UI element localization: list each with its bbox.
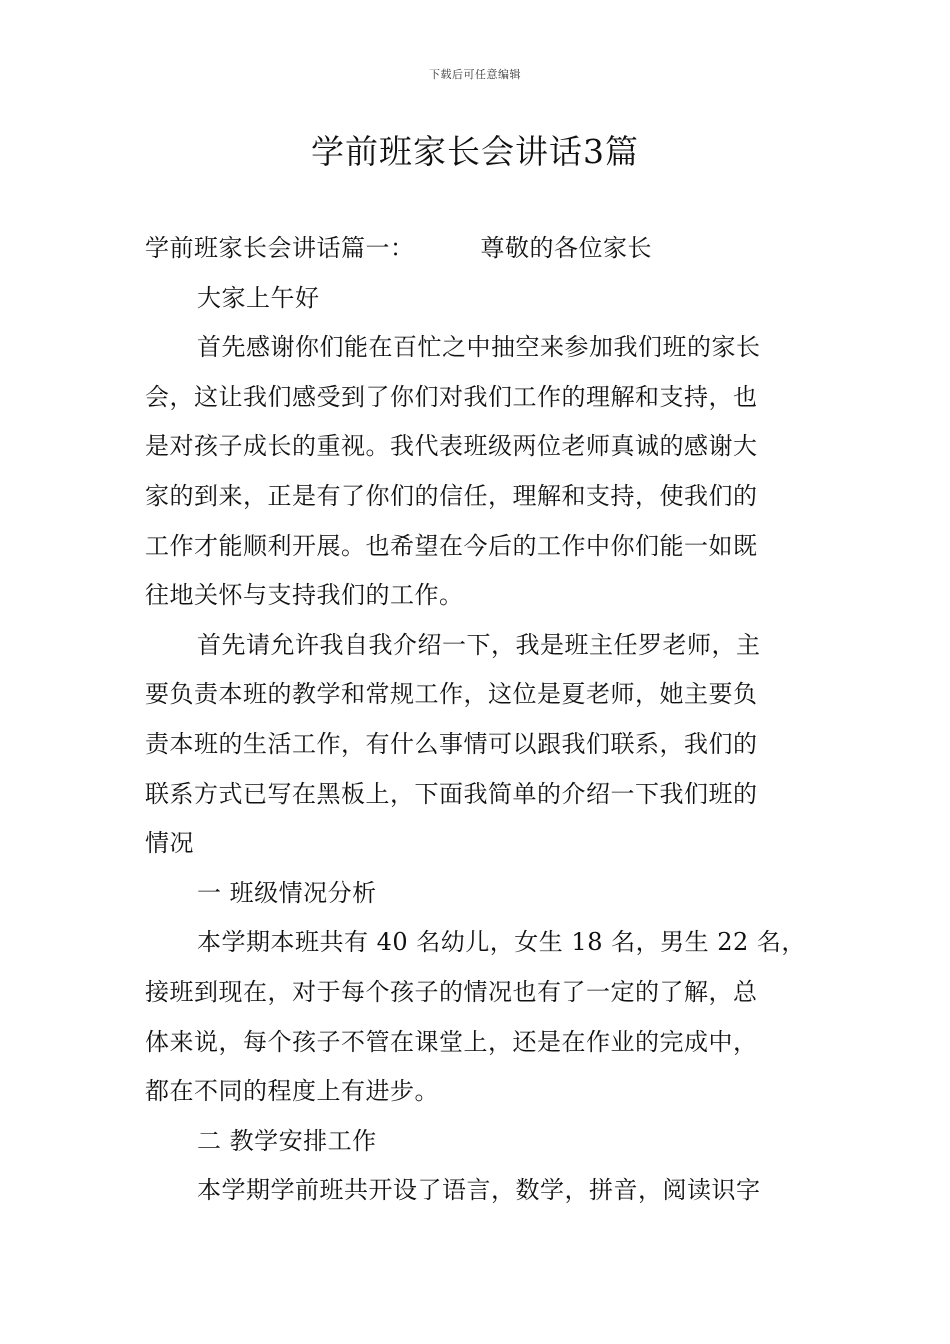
paragraph-line: 情况	[145, 829, 194, 858]
header-note: 下载后可任意编辑	[429, 68, 521, 81]
subsection-heading: 二 教学安排工作	[197, 1126, 377, 1155]
subsection-heading: 一 班级情况分析	[197, 878, 377, 907]
paragraph-line: 体来说，每个孩子不管在课堂上，还是在作业的完成中，	[145, 1027, 758, 1056]
document-title: 学前班家长会讲话3篇	[311, 132, 639, 171]
salutation: 尊敬的各位家长	[480, 234, 652, 262]
paragraph-line: 家的到来，正是有了你们的信任，理解和支持，使我们的	[145, 481, 758, 510]
paragraph-line: 往地关怀与支持我们的工作。	[145, 581, 464, 610]
paragraph-line: 首先感谢你们能在百忙之中抽空来参加我们班的家长	[197, 333, 761, 362]
paragraph-line: 首先请允许我自我介绍一下，我是班主任罗老师，主	[197, 630, 761, 659]
paragraph-line: 工作才能顺利开展。也希望在今后的工作中你们能一如既	[145, 531, 758, 560]
paragraph-line: 接班到现在，对于每个孩子的情况也有了一定的了解，总	[145, 977, 758, 1006]
section-heading	[145, 224, 810, 274]
paragraph-line: 会，这让我们感受到了你们对我们工作的理解和支持，也	[145, 382, 758, 411]
paragraph-line: 都在不同的程度上有进步。	[145, 1077, 439, 1106]
paragraph-line: 要负责本班的教学和常规工作，这位是夏老师，她主要负	[145, 680, 758, 709]
section-heading-label: 学前班家长会讲话篇一：	[145, 234, 415, 262]
paragraph-line: 本学期学前班共开设了语言，数学，拼音，阅读识字	[197, 1176, 761, 1205]
paragraph-line: 责本班的生活工作，有什么事情可以跟我们联系，我们的	[145, 729, 758, 758]
paragraph-line: 本学期本班共有 40 名幼儿，女生 18 名，男生 22 名，	[197, 928, 806, 957]
paragraph-line: 大家上午好	[197, 283, 320, 312]
paragraph-line: 是对孩子成长的重视。我代表班级两位老师真诚的感谢大	[145, 432, 758, 461]
paragraph-line: 联系方式已写在黑板上，下面我简单的介绍一下我们班的	[145, 779, 758, 808]
document-body	[145, 224, 810, 1216]
